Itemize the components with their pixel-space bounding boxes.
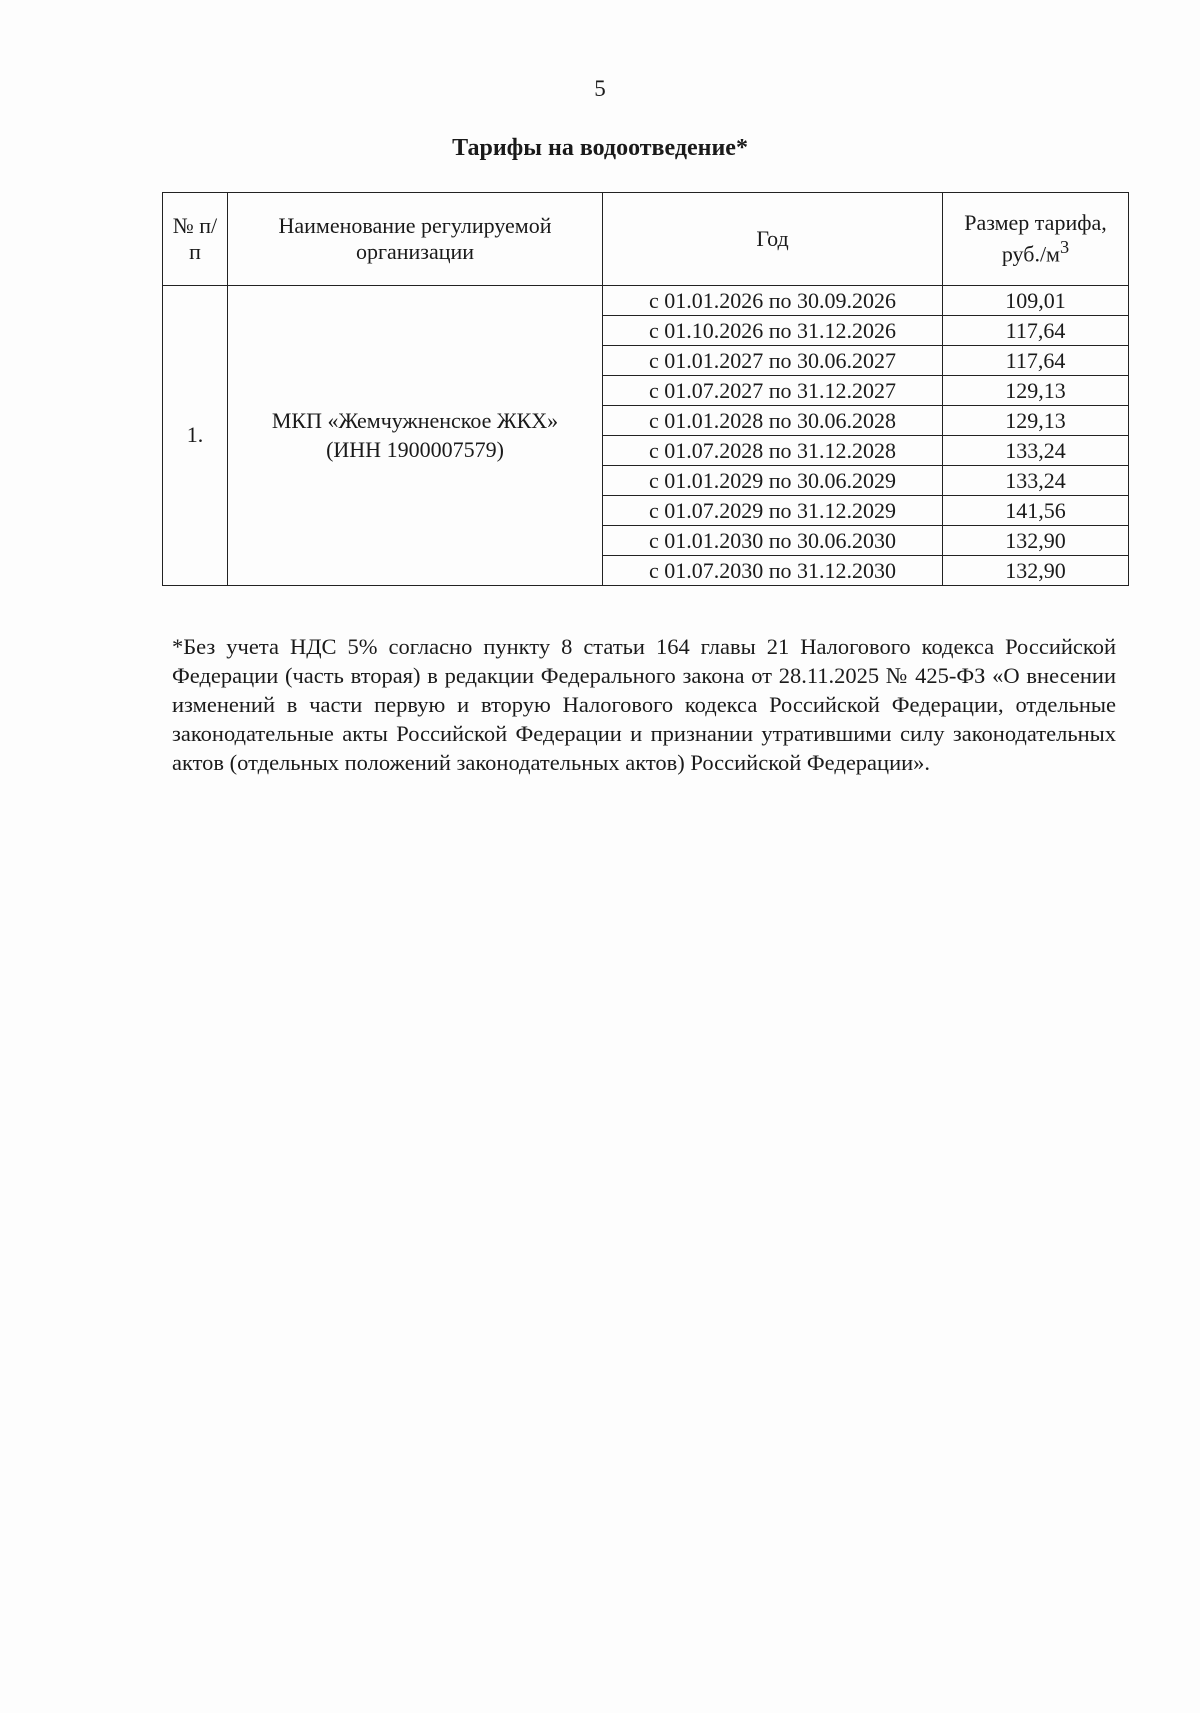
- header-organization: Наименование регулируемой организации: [228, 193, 603, 286]
- header-tariff-unit: руб./м: [1001, 241, 1060, 267]
- tariff-cell: 129,13: [943, 376, 1129, 406]
- header-year: Год: [603, 193, 943, 286]
- header-number: № п/п: [163, 193, 228, 286]
- period-cell: с 01.01.2029 по 30.06.2029: [603, 466, 943, 496]
- header-tariff-label: Размер тарифа,: [964, 210, 1107, 236]
- period-cell: с 01.07.2028 по 31.12.2028: [603, 436, 943, 466]
- page-number: 5: [594, 76, 606, 101]
- organization-name: МКП «Жемчужненское ЖКХ»: [271, 407, 559, 433]
- tariff-cell: 129,13: [943, 406, 1129, 436]
- tariff-cell: 133,24: [943, 436, 1129, 466]
- tariff-cell: 132,90: [943, 556, 1129, 586]
- tariff-cell: 141,56: [943, 496, 1129, 526]
- footnote: *Без учета НДС 5% согласно пункту 8 статьи 164 главы 21 Налогового кодекса Российской Федерации (часть вторая) в редакции Федерального закона от 28.11.2025 № 425-ФЗ «О внесении изменений в части первую и вторую Налогового кодекса Российской Федерации, отдельные законодательные акты Российской Федерации и признании утратившими силу законодательных актов (отдельных положений законодательных актов) Российской Федерации».: [172, 634, 1116, 775]
- period-cell: с 01.01.2027 по 30.06.2027: [603, 346, 943, 376]
- organization-cell: [228, 286, 603, 586]
- tariff-cell: 117,64: [943, 316, 1129, 346]
- period-cell: с 01.01.2030 по 30.06.2030: [603, 526, 943, 556]
- header-tariff: [943, 193, 1129, 286]
- tariff-cell: 117,64: [943, 346, 1129, 376]
- tariff-cell: 132,90: [943, 526, 1129, 556]
- period-cell: с 01.10.2026 по 31.12.2026: [603, 316, 943, 346]
- tariff-cell: 109,01: [943, 286, 1129, 316]
- header-tariff-unit-exponent: 3: [1059, 236, 1070, 257]
- table-header-row: [163, 193, 1129, 286]
- tariff-table-body: [163, 286, 1129, 586]
- tariff-table: [162, 192, 1129, 586]
- period-cell: с 01.07.2027 по 31.12.2027: [603, 376, 943, 406]
- tariff-cell: 133,24: [943, 466, 1129, 496]
- table-row: [163, 286, 1129, 316]
- period-cell: с 01.07.2029 по 31.12.2029: [603, 496, 943, 526]
- row-number: 1.: [163, 286, 228, 586]
- period-cell: с 01.01.2028 по 30.06.2028: [603, 406, 943, 436]
- period-cell: с 01.07.2030 по 31.12.2030: [603, 556, 943, 586]
- organization-inn: (ИНН 1900007579): [326, 436, 504, 462]
- document-title: Тарифы на водоотведение*: [452, 135, 748, 161]
- period-cell: с 01.01.2026 по 30.09.2026: [603, 286, 943, 316]
